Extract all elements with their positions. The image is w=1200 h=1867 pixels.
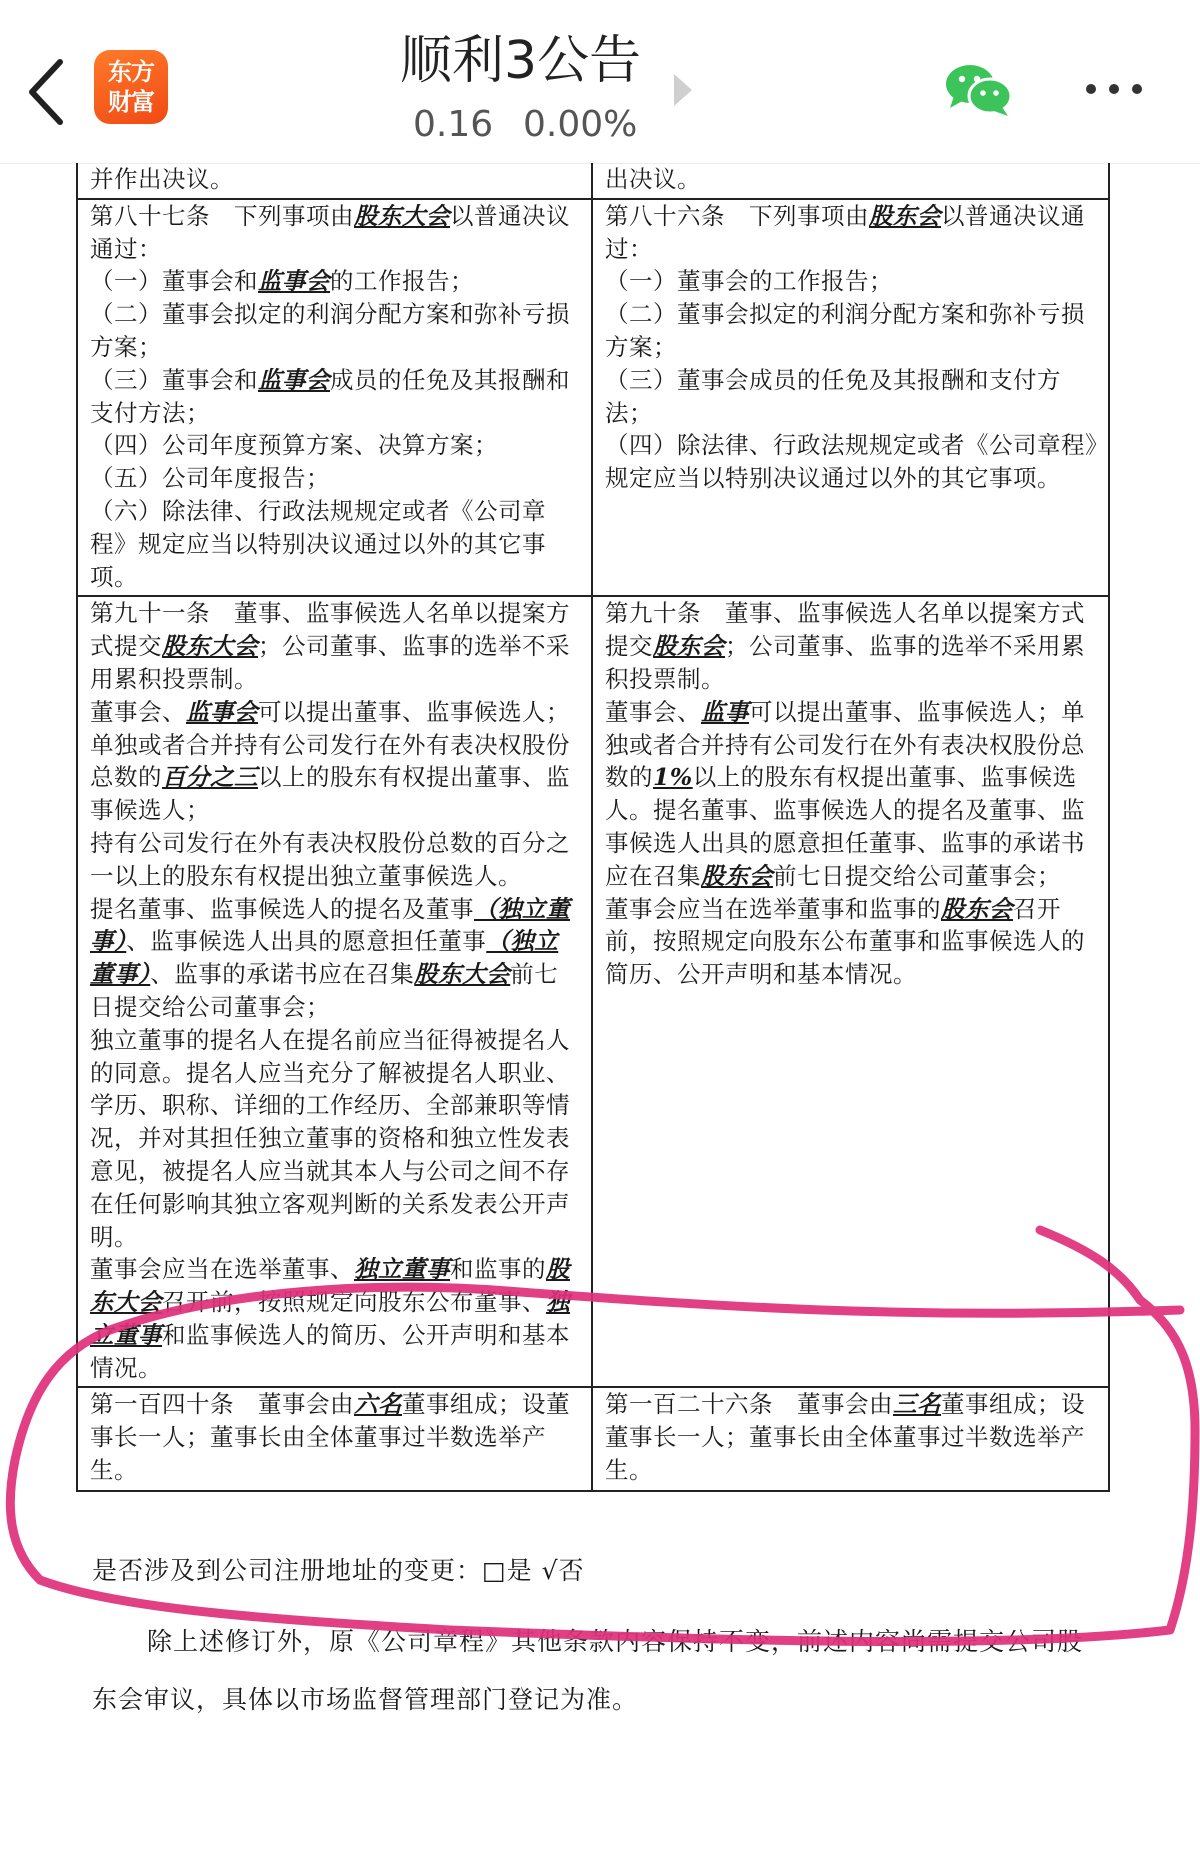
clause-text: 董事组成；设董事长一人；董事长由全体董事过半数选举产生。 [90, 1390, 570, 1485]
revised-clause-cell [592, 163, 1109, 199]
clause-text: 并作出决议。 [90, 165, 234, 193]
next-stock-button[interactable] [672, 72, 694, 108]
highlighted-term: 独立董事 [354, 1255, 450, 1284]
clause-text: 第八十七条 下列事项由 [90, 201, 354, 230]
highlighted-term: 股东会 [701, 861, 773, 890]
clause-paragraph [605, 893, 1098, 991]
table-row [77, 163, 1109, 199]
clause-text: 以普通决议通过： [605, 201, 1085, 263]
clause-text: （一）董事会和 [90, 267, 258, 296]
clause-text: 第一百二十六条 董事会由 [605, 1390, 893, 1419]
clause-paragraph [605, 597, 1098, 695]
highlighted-term: 股东大会 [90, 1255, 570, 1317]
clause-text: 董事会应当在选举董事和监事的 [605, 894, 941, 923]
clause-paragraph [90, 462, 581, 495]
clause-paragraph [90, 429, 581, 462]
clause-text: （六）除法律、行政法规规定或者《公司章程》规定应当以特别决议通过以外的其它事项。 [90, 496, 546, 591]
more-options-button[interactable] [1082, 80, 1146, 98]
clause-paragraph [90, 200, 581, 266]
highlighted-term: 三名 [893, 1390, 941, 1419]
clause-paragraph [90, 1388, 581, 1486]
logo-text-line1: 东方 [108, 58, 154, 86]
clause-text: （二）董事会拟定的利润分配方案和弥补亏损方案； [605, 300, 1085, 361]
table-row [77, 1387, 1109, 1491]
highlighted-term: 股东会 [869, 201, 941, 230]
highlighted-term: 1% [653, 763, 693, 792]
clause-text: 董事会、 [605, 697, 701, 726]
clause-text: 第九十条 董事、监事候选人名单以提案方式提交 [605, 599, 1085, 661]
stock-change: 0.00% [523, 104, 638, 145]
highlighted-term: 百分之三 [162, 763, 258, 792]
clause-paragraph [90, 696, 581, 827]
highlighted-term: 股东大会 [162, 632, 258, 661]
address-change-line: 是否涉及到公司注册地址的变更：□是 √否 [92, 1556, 585, 1585]
clause-paragraph [90, 298, 581, 364]
clause-text: 持有公司发行在外有表决权股份总数的百分之一以上的股东有权提出独立董事候选人。 [90, 828, 570, 890]
clause-text: 和监事的 [450, 1255, 546, 1284]
clause-text: 召开前，按照规定向股东公布董事、 [162, 1288, 546, 1317]
highlighted-term: 监事会 [258, 267, 330, 296]
clause-text: 前七日提交给公司董事会； [773, 861, 1061, 890]
stock-price: 0.16 [413, 104, 494, 145]
clause-text: 前七日提交给公司董事会； [90, 960, 559, 1021]
logo-text-line2: 财富 [108, 88, 154, 116]
page-title: 顺利3公告 [400, 31, 642, 91]
clause-text: （二）董事会拟定的利润分配方案和弥补亏损方案； [90, 300, 570, 361]
revised-clause-cell [592, 199, 1109, 597]
clause-text: 、监事的承诺书应在召集 [150, 960, 415, 989]
revised-clause-cell [592, 596, 1109, 1387]
app-logo [94, 50, 168, 124]
clause-text: 可以提出董事、监事候选人；单独或者合并持有公司发行在外有表决权股份总数的 [90, 697, 570, 792]
clause-paragraph [605, 265, 1098, 298]
highlighted-term: 监事 [701, 697, 749, 726]
clause-paragraph [605, 298, 1098, 364]
clause-text: （四）除法律、行政法规规定或者《公司章程》规定应当以特别决议通过以外的其它事项。 [605, 431, 1098, 493]
table-row [77, 199, 1109, 597]
original-clause-cell [77, 199, 592, 597]
clause-text: （三）董事会成员的任免及其报酬和支付方法； [605, 365, 1061, 427]
highlighted-term: 独立董事 [90, 1288, 570, 1349]
clause-text: （三）董事会和 [90, 365, 258, 394]
wechat-share-button[interactable] [944, 62, 1014, 118]
original-clause-cell [77, 596, 592, 1387]
clause-text: 提名董事、监事候选人的提名及董事 [90, 894, 474, 923]
clause-text: 董事会、 [90, 697, 186, 726]
clause-paragraph [90, 893, 581, 1024]
clause-paragraph [90, 495, 581, 593]
highlighted-term: 股东大会 [354, 201, 450, 230]
clause-paragraph [605, 429, 1098, 495]
clause-paragraph [605, 364, 1098, 430]
highlighted-term: （独立董事） [90, 927, 559, 989]
highlighted-term: （独立董事） [90, 894, 570, 956]
clause-paragraph [605, 200, 1098, 266]
closing-note: 除上述修订外，原《公司章程》其他条款内容保持不变，前述内容尚需提交公司股东会审议，具体以市场监督管理部门登记为准。 [92, 1627, 1084, 1714]
clause-text: 董事组成；设董事长一人；董事长由全体董事过半数选举产生。 [605, 1390, 1085, 1485]
clause-text: （一）董事会的工作报告； [605, 267, 893, 296]
clause-paragraph [90, 1253, 581, 1384]
table-row [77, 596, 1109, 1387]
clause-paragraph [90, 597, 581, 695]
clause-text: 出决议。 [605, 165, 701, 193]
clause-text: 可以提出董事、监事候选人；单独或者合并持有公司发行在外有表决权股份总数的 [605, 697, 1085, 792]
highlighted-term: 股东会 [941, 894, 1013, 923]
clause-text: ；公司董事、监事的选举不采用累积投票制。 [605, 632, 1085, 693]
clause-text: ；公司董事、监事的选举不采用累积投票制。 [90, 632, 570, 693]
clause-text: 和监事候选人的简历、公开声明和基本情况。 [90, 1320, 570, 1382]
revised-clause-cell [592, 1387, 1109, 1491]
clause-text: 、监事候选人出具的愿意担任董事 [126, 927, 487, 956]
clause-text: 独立董事的提名人在提名前应当征得被提名人的同意。提名人应当充分了解被提名人职业、学历、职称、详细的工作经历、全部兼职等情况，并对其担任独立董事的资格和独立性发表意见，被提名人应当就其本人与公司之间不存在任何影响其独立客观判断的关系发表公开声明。 [90, 1025, 570, 1251]
clause-paragraph [605, 1388, 1098, 1486]
clause-text: （五）公司年度报告； [90, 464, 330, 493]
highlighted-term: 六名 [354, 1390, 402, 1419]
more-dots-icon [1082, 80, 1146, 98]
clause-text: 成员的任免及其报酬和支付方法； [90, 365, 570, 427]
chevron-right-icon [672, 72, 694, 108]
highlighted-term: 监事会 [258, 365, 330, 394]
clause-paragraph [90, 265, 581, 298]
highlighted-term: 股东大会 [414, 960, 511, 989]
stock-title-block [340, 28, 760, 148]
clause-text: 董事会应当在选举董事、 [90, 1255, 354, 1284]
clause-text: 以上的股东有权提出董事、监事候选人。提名董事、监事候选人的提名及董事、监事候选人出具的愿意担任董事、监事的承诺书应在召集 [605, 763, 1085, 890]
clause-text: 第八十六条 下列事项由 [605, 201, 869, 230]
clause-paragraph [90, 1024, 581, 1254]
chevron-left-icon [22, 52, 72, 132]
clause-paragraph [605, 696, 1098, 893]
clause-paragraph [90, 827, 581, 893]
highlighted-term: 股东会 [653, 632, 725, 661]
clause-paragraph [90, 364, 581, 430]
clause-text: 以上的股东有权提出董事、监事候选人； [90, 763, 570, 825]
original-clause-cell [77, 1387, 592, 1491]
clause-text: 以普通决议通过： [90, 201, 570, 263]
clause-text: 召开前，按照规定向股东公布董事和监事候选人的简历、公开声明和基本情况。 [605, 894, 1085, 989]
back-button[interactable] [22, 52, 72, 132]
wechat-icon [944, 62, 1014, 118]
clause-text: 第一百四十条 董事会由 [90, 1390, 354, 1419]
amendment-comparison-table [76, 163, 1110, 1492]
clause-text: 的工作报告； [330, 267, 474, 296]
app-header [0, 0, 1200, 164]
clause-text: 第九十一条 董事、监事候选人名单以提案方式提交 [90, 599, 570, 661]
original-clause-cell [77, 163, 592, 199]
highlighted-term: 监事会 [186, 697, 258, 726]
clause-text: （四）公司年度预算方案、决算方案； [90, 431, 498, 460]
